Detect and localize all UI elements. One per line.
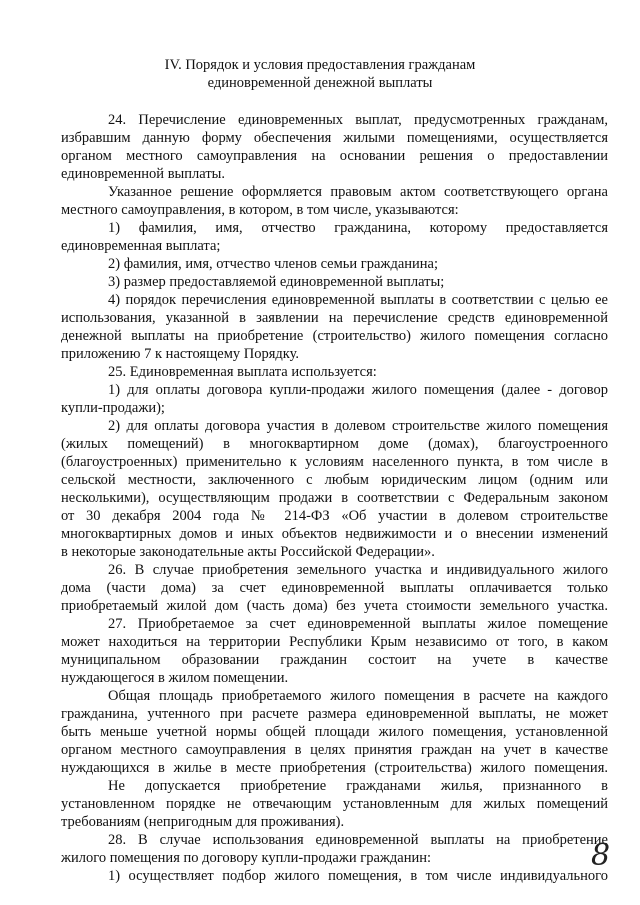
text-line: избравшим данную форму обеспечения жилыми помещениями, осуществляется — [61, 130, 608, 146]
text-line: в некоторые законодательные акты Российской Федерации». — [61, 544, 435, 560]
section-heading-line-2: единовременной денежной выплаты — [207, 75, 433, 91]
text-line: 28. В случае использования единовременной выплаты на приобретение — [108, 832, 608, 848]
text-line: многоквартирных домов и иных объектов недвижимости и о внесении изменений — [61, 526, 608, 542]
text-line: 24. Перечисление единовременных выплат, предусмотренных гражданам, — [108, 112, 608, 128]
text-line: сельской местности, заключенного с любым юридическим лицом (одним или — [61, 472, 608, 488]
text-line: нуждающегося в жилом помещении. — [61, 670, 289, 686]
text-line: муниципальном образовании гражданин состоит на учете в качестве — [61, 652, 608, 668]
text-line: Общая площадь приобретаемого жилого помещения в расчете на каждого — [108, 688, 608, 704]
text-line: дома (части дома) за счет единовременной выплаты оплачивается только — [61, 580, 608, 596]
text-line: единовременная выплата; — [61, 238, 221, 254]
text-line: 1) фамилия, имя, отчество гражданина, которому предоставляется — [108, 220, 608, 236]
text-line: жилого помещения по договору купли-продажи гражданин: — [61, 850, 432, 866]
text-line: от 30 декабря 2004 года № 214-ФЗ «Об участии в долевом строительстве — [61, 508, 608, 524]
text-line: 1) для оплаты договора купли-продажи жилого помещения (далее - договор — [108, 382, 608, 398]
text-line: приложению 7 к настоящему Порядку. — [61, 346, 300, 362]
text-line: местного самоуправления, в котором, в том числе, указываются: — [61, 202, 459, 218]
text-line: 26. В случае приобретения земельного участка и индивидуального жилого — [108, 562, 608, 578]
text-line: 1) осуществляет подбор жилого помещения, в том числе индивидуального — [108, 868, 608, 884]
text-line: органом местного самоуправления на основании решения о предоставлении — [61, 148, 608, 164]
text-line: (жилых помещений) в многоквартирном доме (домах), благоустроенного — [61, 436, 608, 452]
text-line: Не допускается приобретение гражданами жилья, признанного в — [108, 778, 608, 794]
text-line: 27. Приобретаемое за счет единовременной выплаты жилое помещение — [108, 616, 608, 632]
text-line: 4) порядок перечисления единовременной выплаты в соответствии с целью ее — [108, 292, 608, 308]
text-line: гражданина, учтенного при расчете размера единовременной выплаты, не может — [61, 706, 608, 722]
text-line: быть меньше учетной нормы общей площади жилого помещения, установленной — [61, 724, 608, 740]
text-line: Указанное решение оформляется правовым актом соответствующего органа — [108, 184, 608, 200]
text-line: 2) для оплаты договора участия в долевом строительстве жилого помещения — [108, 418, 608, 434]
text-line: установленном порядке не отвечающим установленным для жилых помещений — [61, 796, 608, 812]
text-line: 25. Единовременная выплата используется: — [108, 364, 377, 380]
text-line: 3) размер предоставляемой единовременной выплаты; — [108, 274, 445, 290]
text-line: единовременной выплаты. — [61, 166, 226, 182]
text-line: требованиям (непригодным для проживания). — [61, 814, 345, 830]
text-line: несколькими), осуществляющим продажи в соответствии с Федеральным законом — [61, 490, 608, 506]
text-line: купли-продажи); — [61, 400, 165, 416]
section-heading-line-1: IV. Порядок и условия предоставления гражданам — [164, 57, 476, 73]
text-line: органом местного самоуправления в целях принятия граждан на учет в качестве — [61, 742, 608, 758]
text-line: 2) фамилия, имя, отчество членов семьи гражданина; — [108, 256, 438, 272]
text-line: нуждающихся в жилье в месте приобретения (строительства) жилого помещения. — [61, 760, 608, 776]
text-line: использования, указанной в заявлении на перечисление средств единовременной — [61, 310, 608, 326]
text-line: приобретаемый жилой дом (часть дома) без учета стоимости земельного участка. — [61, 598, 608, 614]
text-line: может находиться на территории Республики Крым независимо от того, в каком — [61, 634, 608, 650]
page-number: 8 — [591, 838, 611, 873]
text-line: денежной выплаты на приобретение (строительство) жилого помещения согласно — [61, 328, 608, 344]
text-line: (благоустроенных) применительно к условиям населенного пункта, в том числе в — [61, 454, 608, 470]
